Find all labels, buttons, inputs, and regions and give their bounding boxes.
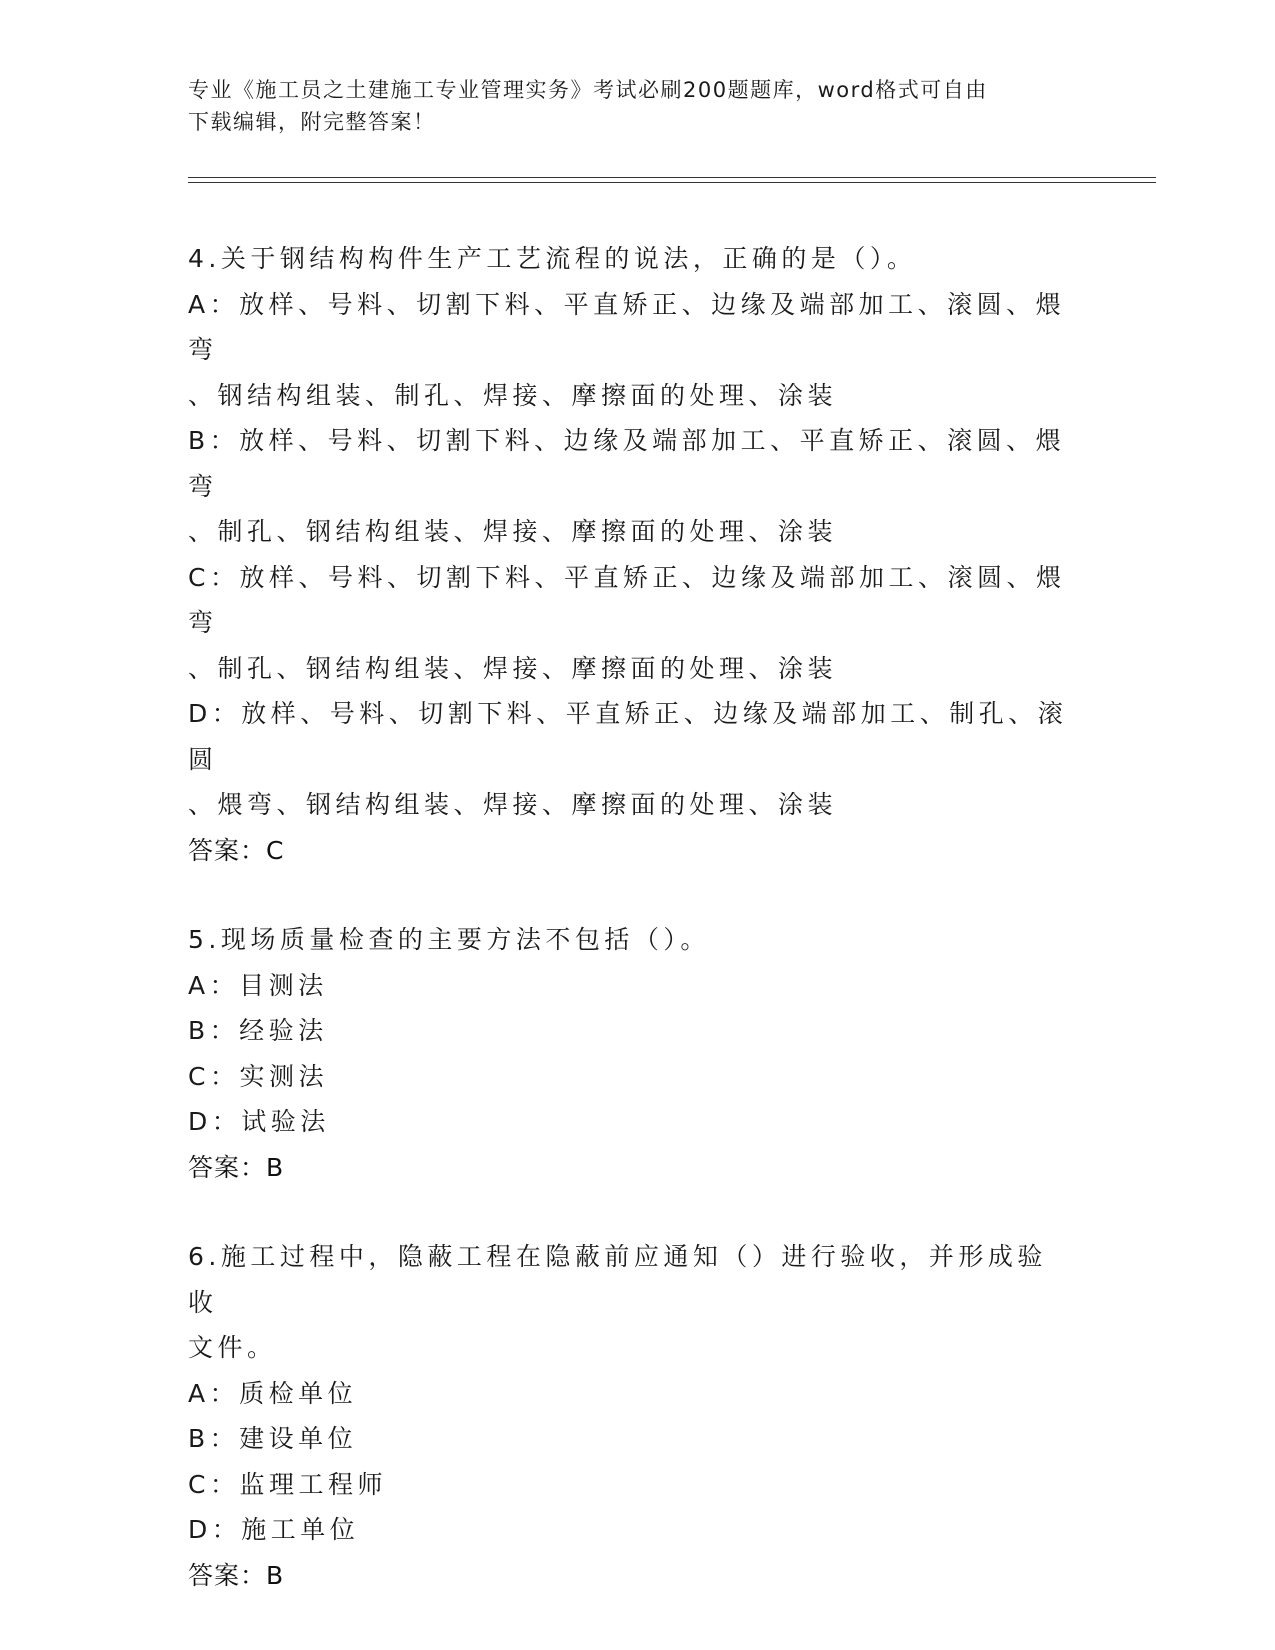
option-line: 、钢结构组装、制孔、焊接、摩擦面的处理、涂装: [188, 380, 838, 410]
option-d: [188, 691, 1068, 828]
option-c: C：监理工程师: [188, 1469, 387, 1499]
header-line-2: 下载编辑，附完整答案！: [188, 110, 436, 134]
question-stem: 5.现场质量检查的主要方法不包括（）。: [188, 925, 710, 954]
answer-line: 答案：B: [188, 1152, 285, 1182]
header-line-1: 专业《施工员之土建施工专业管理实务》考试必刷200题题库，word格式可自由: [188, 78, 988, 102]
option-c: [188, 555, 1068, 692]
option-b: B：经验法: [188, 1016, 328, 1045]
document-header: [188, 74, 1068, 138]
question-list: [188, 236, 1068, 1642]
option-line: A：放样、号料、切割下料、平直矫正、边缘及端部加工、滚圆、煨弯: [188, 289, 1066, 364]
option-a: A：目测法: [188, 970, 328, 1000]
option-d: D：试验法: [188, 1107, 330, 1136]
answer-line: 答案：C: [188, 835, 285, 865]
option-c: C：实测法: [188, 1061, 328, 1091]
option-line: B：放样、号料、切割下料、边缘及端部加工、平直矫正、滚圆、煨弯: [188, 426, 1066, 501]
option-line: C：放样、号料、切割下料、平直矫正、边缘及端部加工、滚圆、煨弯: [188, 562, 1066, 637]
answer-line: 答案：B: [188, 1560, 285, 1590]
question-6: [188, 1234, 1068, 1598]
question-stem-continued: 文件。: [188, 1333, 277, 1362]
option-line: 、制孔、钢结构组装、焊接、摩擦面的处理、涂装: [188, 653, 838, 683]
header-divider-top: [188, 177, 1156, 178]
option-b: B：建设单位: [188, 1424, 358, 1453]
question-stem: 4.关于钢结构构件生产工艺流程的说法，正确的是（）。: [188, 244, 917, 273]
option-a: A：质检单位: [188, 1378, 358, 1408]
option-line: 、制孔、钢结构组装、焊接、摩擦面的处理、涂装: [188, 517, 838, 546]
header-divider-bottom: [188, 182, 1156, 183]
question-stem: 6.施工过程中，隐蔽工程在隐蔽前应通知（）进行验收，并形成验收: [188, 1242, 1047, 1317]
option-b: [188, 418, 1068, 555]
option-line: D：放样、号料、切割下料、平直矫正、边缘及端部加工、制孔、滚圆: [188, 699, 1068, 774]
option-d: D：施工单位: [188, 1515, 360, 1544]
question-4: [188, 236, 1068, 873]
option-a: [188, 282, 1068, 419]
option-line: 、煨弯、钢结构组装、焊接、摩擦面的处理、涂装: [188, 790, 838, 819]
question-5: [188, 917, 1068, 1190]
